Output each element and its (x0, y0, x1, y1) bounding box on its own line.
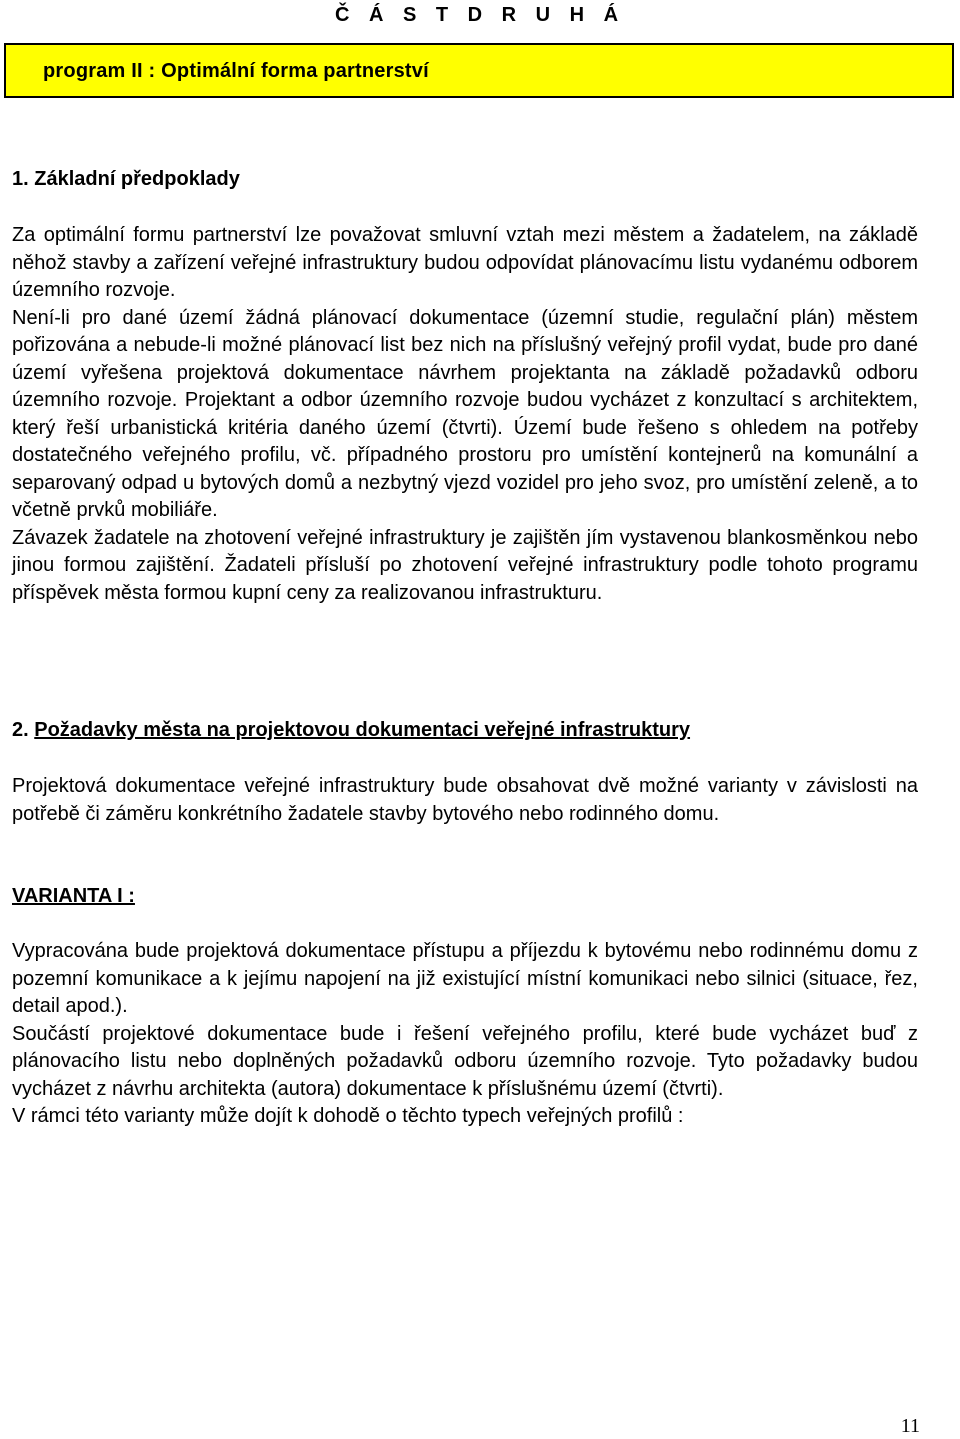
part-title: Č Á S T D R U H Á (334, 4, 626, 26)
paragraph: Není-li pro dané území žádná plánovací dokumentace (územní studie, regulační plán) městem pořizována a nebude-li možné plánovací list bez nich na příslušný veřejný profil vydat, bude pro dané území vyřešena projektová dokumentace návrhem projektanta na základě požadavků odboru územního rozvoje. Projektant a odbor územního rozvoje budou vycházet z konzultací s architektem, který řeší urbanistická kritéria daného území (čtvrti). Území bude řešeno s ohledem na potřeby dostatečného veřejného profilu, vč. případného prostoru pro umístění kontejnerů na komunální a separovaný odpad u bytových domů a nezbytný vjezd vozidel pro jeho svoz, pro umístění zeleně, a to včetně prvků mobiliáře. (12, 306, 918, 521)
paragraph: Součástí projektové dokumentace bude i řešení veřejného profilu, které bude vycházet buď z plánovacího listu nebo doplněných požadavků odboru územního rozvoje. Tyto požadavky budou vycházet z návrhu architekta (autora) dokumentace k příslušnému území (čtvrti). (12, 1022, 918, 1100)
program-title: program II : Optimální forma partnerství (43, 60, 429, 82)
section-2-heading (12, 717, 690, 743)
paragraph: Projektová dokumentace veřejné infrastruktury bude obsahovat dvě možné varianty v závislosti na potřebě či záměru konkrétního žadatele stavby bytového nebo rodinného domu. (12, 775, 918, 825)
paragraph: Za optimální formu partnerství lze považovat smluvní vztah mezi městem a žadatelem, na základě něhož stavby a zařízení veřejné infrastruktury budou odpovídat plánovacímu listu vydanému odborem územního rozvoje. (12, 224, 918, 301)
paragraph: V rámci této varianty může dojít k dohodě o těchto typech veřejných profilů : (12, 1105, 684, 1127)
section-1-body (12, 222, 918, 607)
program-banner (4, 43, 954, 98)
variant-1-body (12, 938, 918, 1131)
variant-1-heading: VARIANTA I : (12, 885, 135, 907)
page-number: 11 (900, 1415, 920, 1437)
section-1-heading: 1. Základní předpoklady (12, 168, 240, 190)
section-2-title: Požadavky města na projektovou dokumentaci veřejné infrastruktury (34, 719, 691, 741)
paragraph: Závazek žadatele na zhotovení veřejné infrastruktury je zajištěn jím vystavenou blankosměnkou nebo jinou formou zajištění. Žadateli přísluší po zhotovení veřejné infrastruktury podle tohoto programu příspěvek města formou kupní ceny za realizovanou infrastrukturu. (12, 526, 918, 604)
paragraph: Vypracována bude projektová dokumentace přístupu a příjezdu k bytovému nebo rodinnému domu z pozemní komunikace a k jejímu napojení na již existující místní komunikaci nebo silnici (situace, řez, detail apod.). (12, 940, 918, 1017)
section-2-body (12, 773, 918, 828)
section-2-number: 2. (12, 719, 29, 741)
